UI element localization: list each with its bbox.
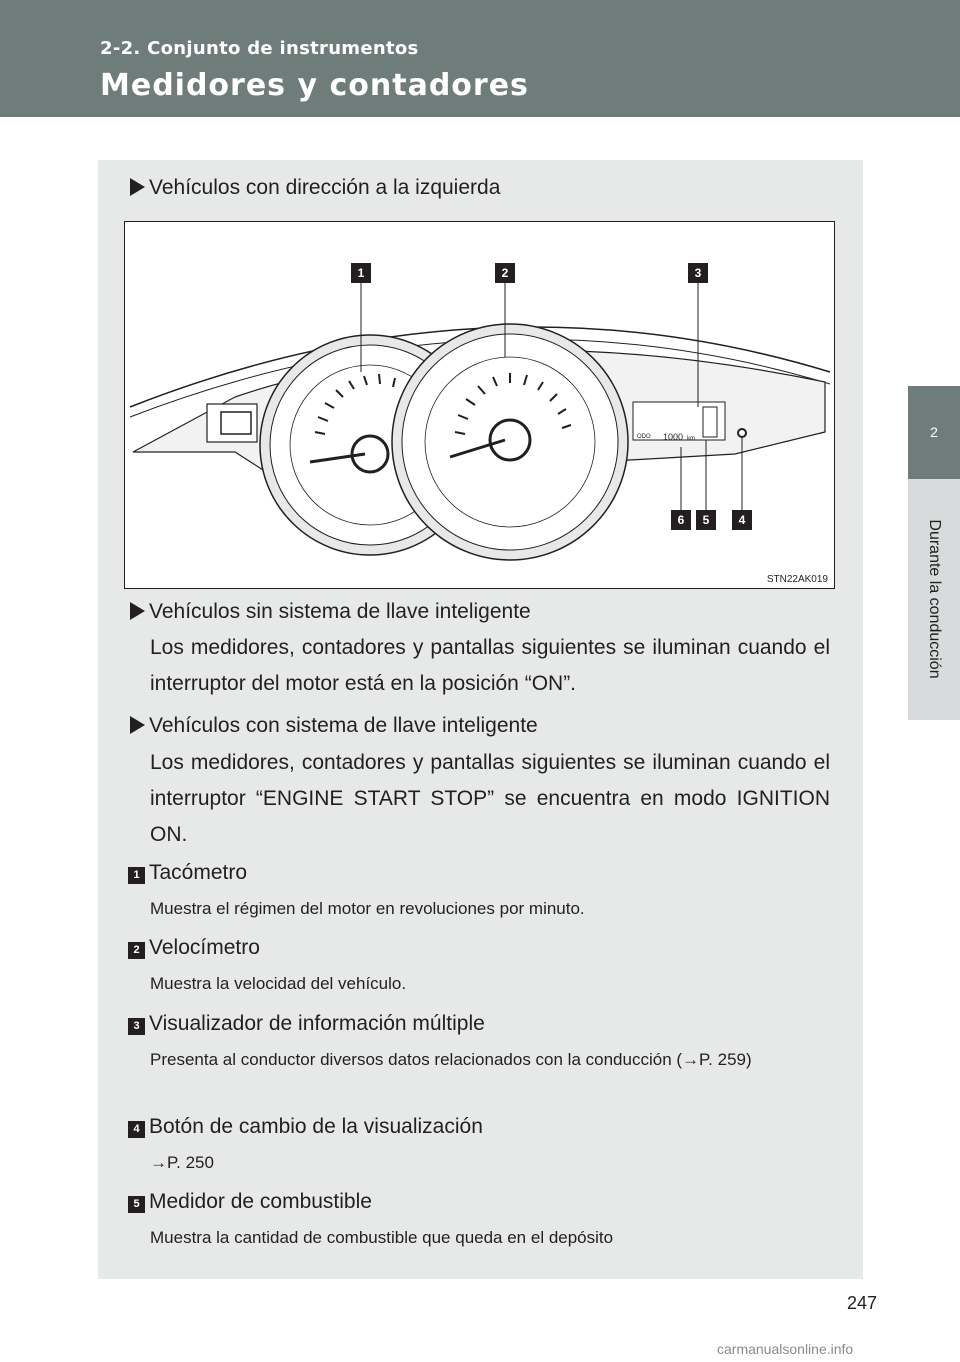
triangle-bullet-icon [130,716,145,734]
item-number-badge: 4 [128,1121,145,1138]
triangle-bullet-icon [130,178,145,196]
chapter-tab-number[interactable]: 2 [908,386,960,479]
item-number-badge: 1 [128,867,145,884]
callout-1: 1 [351,263,371,283]
page-header [0,0,960,117]
figure-code: STN22AK019 [766,574,828,585]
page-number: 247 [847,1293,878,1313]
chapter-tab-text: Durante la conducción [926,519,943,679]
variant-text-smart-key: Los medidores, contadores y pantallas siguientes se iluminan cuando el interruptor “ENGINE START STOP” se encuentra en modo IGNITION ON. [150,751,830,846]
item-3-desc: Presenta al conductor diversos datos relacionados con la conducción (→P. 259) [150,1050,752,1069]
callout-2: 2 [495,263,515,283]
item-number-badge: 5 [128,1196,145,1213]
item-number-badge: 2 [128,942,145,959]
variant-heading-smart-key: Vehículos con sistema de llave inteligente [130,714,538,738]
variant-heading-lhd: Vehículos con dirección a la izquierda [130,176,500,200]
item-number-badge: 3 [128,1018,145,1035]
instrument-cluster-illustration [125,222,834,588]
variant-heading-no-smart-key: Vehículos sin sistema de llave inteligente [130,600,531,624]
item-5-desc: Muestra la cantidad de combustible que queda en el depósito [150,1228,614,1247]
triangle-bullet-icon [130,602,145,620]
item-1-desc: Muestra el régimen del motor en revoluciones por minuto. [150,899,585,918]
item-2-desc: Muestra la velocidad del vehículo. [150,974,407,993]
odo-unit: km [687,436,695,442]
callout-4: 4 [732,510,752,530]
instrument-cluster-figure [124,221,835,589]
item-3-title: 3 Visualizador de información múltiple [128,1012,485,1036]
item-1-title: 1 Tacómetro [128,861,247,885]
item-5-title: 5 Medidor de combustible [128,1190,372,1214]
variant-text-no-smart-key: Los medidores, contadores y pantallas siguientes se iluminan cuando el interruptor del motor está en la posición “ON”. [150,636,830,695]
callout-3: 3 [688,263,708,283]
section-heading: 2-2. Conjunto de instrumentos [100,38,419,59]
chapter-tab-label[interactable] [908,479,960,720]
callout-6: 6 [671,510,691,530]
page-title: Medidores y contadores [100,68,529,103]
watermark: carmanualsonline.info [717,1341,854,1357]
odo-label: ODO [637,434,651,440]
item-2-title: 2 Velocímetro [128,936,260,960]
item-4-desc[interactable]: →P. 250 [150,1153,214,1172]
item-4-title: 4 Botón de cambio de la visualización [128,1115,483,1139]
odo-value: 1000 [663,432,684,442]
callout-5: 5 [696,510,716,530]
